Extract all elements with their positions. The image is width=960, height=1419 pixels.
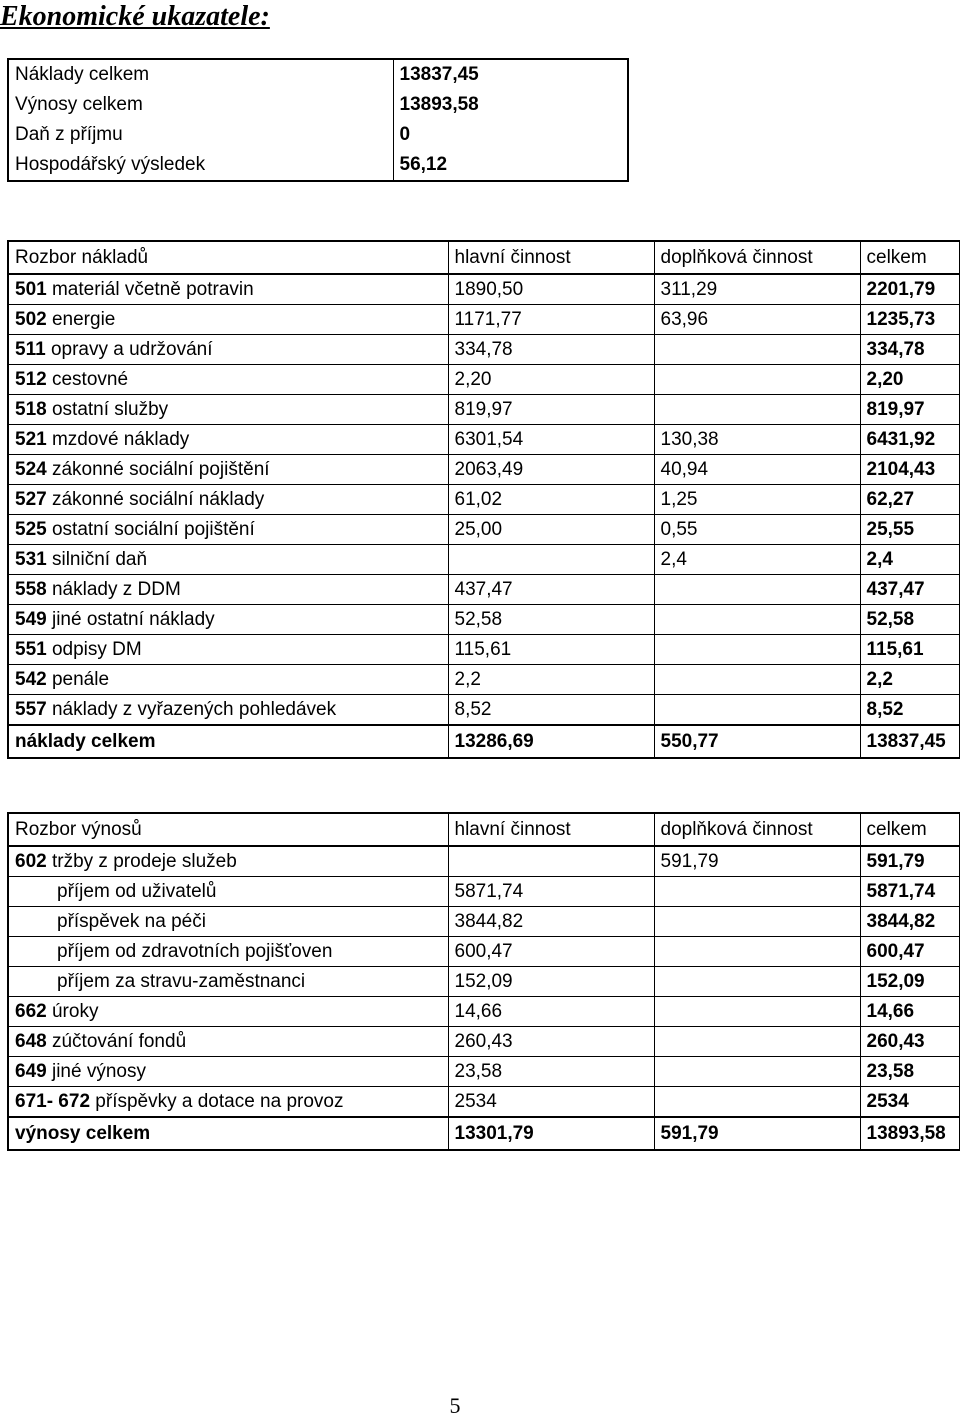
side-activity-value: 40,94 bbox=[654, 455, 860, 485]
row-label-cell bbox=[8, 395, 448, 425]
row-label-cell bbox=[8, 274, 448, 305]
total-value: 2,4 bbox=[860, 545, 960, 575]
row-label: penále bbox=[51, 669, 110, 690]
total-value: 591,79 bbox=[860, 846, 960, 877]
table-row bbox=[8, 455, 960, 485]
side-activity-value bbox=[654, 665, 860, 695]
row-label-cell bbox=[8, 877, 448, 907]
summary-value: 56,12 bbox=[393, 150, 628, 181]
total-value: 437,47 bbox=[860, 575, 960, 605]
side-activity-value: 591,79 bbox=[654, 846, 860, 877]
account-code: 649 bbox=[15, 1061, 47, 1082]
row-label: zúčtování fondů bbox=[51, 1031, 187, 1052]
summary-label: Hospodářský výsledek bbox=[8, 150, 393, 181]
summary-value: 13837,45 bbox=[393, 59, 628, 90]
row-label: jiné ostatní náklady bbox=[51, 609, 215, 630]
total-value: 6431,92 bbox=[860, 425, 960, 455]
account-code: 527 bbox=[15, 489, 47, 510]
column-header: Rozbor výnosů bbox=[8, 813, 448, 846]
row-label-cell bbox=[8, 515, 448, 545]
side-activity-value bbox=[654, 1057, 860, 1087]
row-label-cell bbox=[8, 455, 448, 485]
row-label: cestovné bbox=[51, 369, 129, 390]
side-activity-value: 63,96 bbox=[654, 305, 860, 335]
table-row bbox=[8, 395, 960, 425]
row-label-cell bbox=[8, 365, 448, 395]
row-label: tržby z prodeje služeb bbox=[51, 851, 237, 872]
total-value: 23,58 bbox=[860, 1057, 960, 1087]
total-value: 2201,79 bbox=[860, 274, 960, 305]
row-label: ostatní služby bbox=[51, 399, 169, 420]
grand-total-value: 13837,45 bbox=[860, 725, 960, 758]
account-code: 512 bbox=[15, 369, 47, 390]
total-value: 260,43 bbox=[860, 1027, 960, 1057]
main-activity-value: 437,47 bbox=[448, 575, 654, 605]
summary-table bbox=[7, 58, 629, 182]
row-label-cell bbox=[8, 1057, 448, 1087]
side-activity-value bbox=[654, 395, 860, 425]
table-row bbox=[8, 335, 960, 365]
main-activity-value: 260,43 bbox=[448, 1027, 654, 1057]
row-label-cell bbox=[8, 997, 448, 1027]
row-label-cell bbox=[8, 425, 448, 455]
account-code: 525 bbox=[15, 519, 47, 540]
account-code: 671- 672 bbox=[15, 1091, 91, 1112]
table-row bbox=[8, 967, 960, 997]
page-number: 5 bbox=[449, 1393, 461, 1418]
total-main-value: 13301,79 bbox=[448, 1117, 654, 1150]
main-activity-value: 1171,77 bbox=[448, 305, 654, 335]
summary-value: 0 bbox=[393, 120, 628, 150]
total-label: výnosy celkem bbox=[8, 1117, 448, 1150]
row-label: příspěvek na péči bbox=[57, 911, 206, 932]
row-label: příspěvky a dotace na provoz bbox=[95, 1091, 344, 1112]
table-row bbox=[8, 485, 960, 515]
row-label: materiál včetně potravin bbox=[51, 279, 254, 300]
table-row bbox=[8, 907, 960, 937]
total-value: 14,66 bbox=[860, 997, 960, 1027]
main-activity-value: 334,78 bbox=[448, 335, 654, 365]
row-label: úroky bbox=[51, 1001, 99, 1022]
table-row bbox=[8, 877, 960, 907]
summary-value: 13893,58 bbox=[393, 90, 628, 120]
table-header-row bbox=[8, 813, 960, 846]
table-row bbox=[8, 997, 960, 1027]
column-header: celkem bbox=[860, 241, 960, 274]
side-activity-value bbox=[654, 365, 860, 395]
row-label: zákonné sociální náklady bbox=[51, 489, 265, 510]
total-value: 1235,73 bbox=[860, 305, 960, 335]
table-row bbox=[8, 635, 960, 665]
table-row bbox=[8, 665, 960, 695]
side-activity-value bbox=[654, 635, 860, 665]
table-row bbox=[8, 545, 960, 575]
main-activity-value: 6301,54 bbox=[448, 425, 654, 455]
main-activity-value bbox=[448, 846, 654, 877]
summary-label: Daň z příjmu bbox=[8, 120, 393, 150]
total-value: 52,58 bbox=[860, 605, 960, 635]
main-activity-value: 23,58 bbox=[448, 1057, 654, 1087]
column-header: doplňková činnost bbox=[654, 241, 860, 274]
grand-total-value: 13893,58 bbox=[860, 1117, 960, 1150]
column-header: Rozbor nákladů bbox=[8, 241, 448, 274]
row-label-cell bbox=[8, 695, 448, 726]
summary-label: Náklady celkem bbox=[8, 59, 393, 90]
main-activity-value: 115,61 bbox=[448, 635, 654, 665]
table-row bbox=[8, 425, 960, 455]
main-activity-value: 2,20 bbox=[448, 365, 654, 395]
column-header: celkem bbox=[860, 813, 960, 846]
table-row bbox=[8, 937, 960, 967]
row-label-cell bbox=[8, 545, 448, 575]
row-label-cell bbox=[8, 605, 448, 635]
summary-label: Výnosy celkem bbox=[8, 90, 393, 120]
total-value: 2104,43 bbox=[860, 455, 960, 485]
side-activity-value: 1,25 bbox=[654, 485, 860, 515]
main-activity-value: 2534 bbox=[448, 1087, 654, 1118]
row-label: energie bbox=[51, 309, 116, 330]
side-activity-value: 130,38 bbox=[654, 425, 860, 455]
account-code: 662 bbox=[15, 1001, 47, 1022]
total-row bbox=[8, 725, 960, 758]
table-header-row bbox=[8, 241, 960, 274]
account-code: 518 bbox=[15, 399, 47, 420]
row-label-cell bbox=[8, 907, 448, 937]
column-header: hlavní činnost bbox=[448, 813, 654, 846]
row-label-cell bbox=[8, 846, 448, 877]
total-value: 819,97 bbox=[860, 395, 960, 425]
side-activity-value bbox=[654, 1087, 860, 1118]
total-main-value: 13286,69 bbox=[448, 725, 654, 758]
total-value: 5871,74 bbox=[860, 877, 960, 907]
row-label-cell bbox=[8, 485, 448, 515]
main-activity-value: 61,02 bbox=[448, 485, 654, 515]
main-activity-value: 8,52 bbox=[448, 695, 654, 726]
column-header: doplňková činnost bbox=[654, 813, 860, 846]
account-code: 557 bbox=[15, 699, 47, 720]
table-row bbox=[8, 605, 960, 635]
total-side-value: 591,79 bbox=[654, 1117, 860, 1150]
side-activity-value bbox=[654, 575, 860, 605]
table-row bbox=[8, 305, 960, 335]
summary-row bbox=[8, 90, 628, 120]
row-label: příjem od uživatelů bbox=[57, 881, 217, 902]
row-label-cell bbox=[8, 937, 448, 967]
account-code: 524 bbox=[15, 459, 47, 480]
account-code: 531 bbox=[15, 549, 47, 570]
row-label-cell bbox=[8, 1027, 448, 1057]
main-activity-value: 25,00 bbox=[448, 515, 654, 545]
total-value: 2,2 bbox=[860, 665, 960, 695]
main-activity-value: 2063,49 bbox=[448, 455, 654, 485]
table-row bbox=[8, 274, 960, 305]
table-row bbox=[8, 1027, 960, 1057]
table-row bbox=[8, 695, 960, 726]
side-activity-value: 0,55 bbox=[654, 515, 860, 545]
total-value: 2,20 bbox=[860, 365, 960, 395]
total-value: 25,55 bbox=[860, 515, 960, 545]
total-value: 8,52 bbox=[860, 695, 960, 726]
row-label-cell bbox=[8, 635, 448, 665]
total-value: 334,78 bbox=[860, 335, 960, 365]
total-label: náklady celkem bbox=[8, 725, 448, 758]
table-row bbox=[8, 515, 960, 545]
summary-row bbox=[8, 150, 628, 181]
total-row bbox=[8, 1117, 960, 1150]
total-side-value: 550,77 bbox=[654, 725, 860, 758]
total-value: 3844,82 bbox=[860, 907, 960, 937]
main-activity-value: 2,2 bbox=[448, 665, 654, 695]
side-activity-value bbox=[654, 1027, 860, 1057]
table-row bbox=[8, 575, 960, 605]
row-label: silniční daň bbox=[51, 549, 148, 570]
row-label-cell bbox=[8, 575, 448, 605]
account-code: 602 bbox=[15, 851, 47, 872]
side-activity-value bbox=[654, 695, 860, 726]
side-activity-value: 311,29 bbox=[654, 274, 860, 305]
row-label: zákonné sociální pojištění bbox=[51, 459, 270, 480]
total-value: 2534 bbox=[860, 1087, 960, 1118]
total-value: 62,27 bbox=[860, 485, 960, 515]
row-label-cell bbox=[8, 967, 448, 997]
summary-row bbox=[8, 120, 628, 150]
side-activity-value bbox=[654, 997, 860, 1027]
main-activity-value: 3844,82 bbox=[448, 907, 654, 937]
main-activity-value: 52,58 bbox=[448, 605, 654, 635]
row-label: odpisy DM bbox=[51, 639, 142, 660]
account-code: 511 bbox=[15, 339, 46, 360]
account-code: 551 bbox=[15, 639, 47, 660]
row-label: opravy a udržování bbox=[50, 339, 213, 360]
total-value: 152,09 bbox=[860, 967, 960, 997]
main-activity-value: 14,66 bbox=[448, 997, 654, 1027]
account-code: 542 bbox=[15, 669, 47, 690]
account-code: 648 bbox=[15, 1031, 47, 1052]
side-activity-value bbox=[654, 937, 860, 967]
account-code: 502 bbox=[15, 309, 47, 330]
side-activity-value bbox=[654, 967, 860, 997]
account-code: 549 bbox=[15, 609, 47, 630]
row-label: náklady z vyřazených pohledávek bbox=[51, 699, 337, 720]
total-value: 115,61 bbox=[860, 635, 960, 665]
side-activity-value bbox=[654, 605, 860, 635]
main-activity-value: 600,47 bbox=[448, 937, 654, 967]
account-code: 521 bbox=[15, 429, 47, 450]
side-activity-value bbox=[654, 907, 860, 937]
row-label: ostatní sociální pojištění bbox=[51, 519, 255, 540]
row-label-cell bbox=[8, 665, 448, 695]
cost-analysis-table bbox=[7, 240, 960, 759]
page-title: Ekonomické ukazatele: bbox=[0, 1, 270, 32]
side-activity-value: 2,4 bbox=[654, 545, 860, 575]
main-activity-value bbox=[448, 545, 654, 575]
account-code: 501 bbox=[15, 279, 47, 300]
main-activity-value: 819,97 bbox=[448, 395, 654, 425]
table-row bbox=[8, 365, 960, 395]
side-activity-value bbox=[654, 877, 860, 907]
table-row bbox=[8, 1057, 960, 1087]
row-label: příjem za stravu-zaměstnanci bbox=[57, 971, 306, 992]
total-value: 600,47 bbox=[860, 937, 960, 967]
table-row bbox=[8, 1087, 960, 1118]
row-label-cell bbox=[8, 335, 448, 365]
column-header: hlavní činnost bbox=[448, 241, 654, 274]
table-row bbox=[8, 846, 960, 877]
row-label-cell bbox=[8, 1087, 448, 1118]
main-activity-value: 152,09 bbox=[448, 967, 654, 997]
account-code: 558 bbox=[15, 579, 47, 600]
row-label-cell bbox=[8, 305, 448, 335]
row-label: mzdové náklady bbox=[51, 429, 190, 450]
main-activity-value: 1890,50 bbox=[448, 274, 654, 305]
side-activity-value bbox=[654, 335, 860, 365]
main-activity-value: 5871,74 bbox=[448, 877, 654, 907]
row-label: příjem od zdravotních pojišťoven bbox=[57, 941, 333, 962]
summary-row bbox=[8, 59, 628, 90]
row-label: jiné výnosy bbox=[51, 1061, 146, 1082]
revenue-analysis-table bbox=[7, 812, 960, 1151]
row-label: náklady z DDM bbox=[51, 579, 181, 600]
